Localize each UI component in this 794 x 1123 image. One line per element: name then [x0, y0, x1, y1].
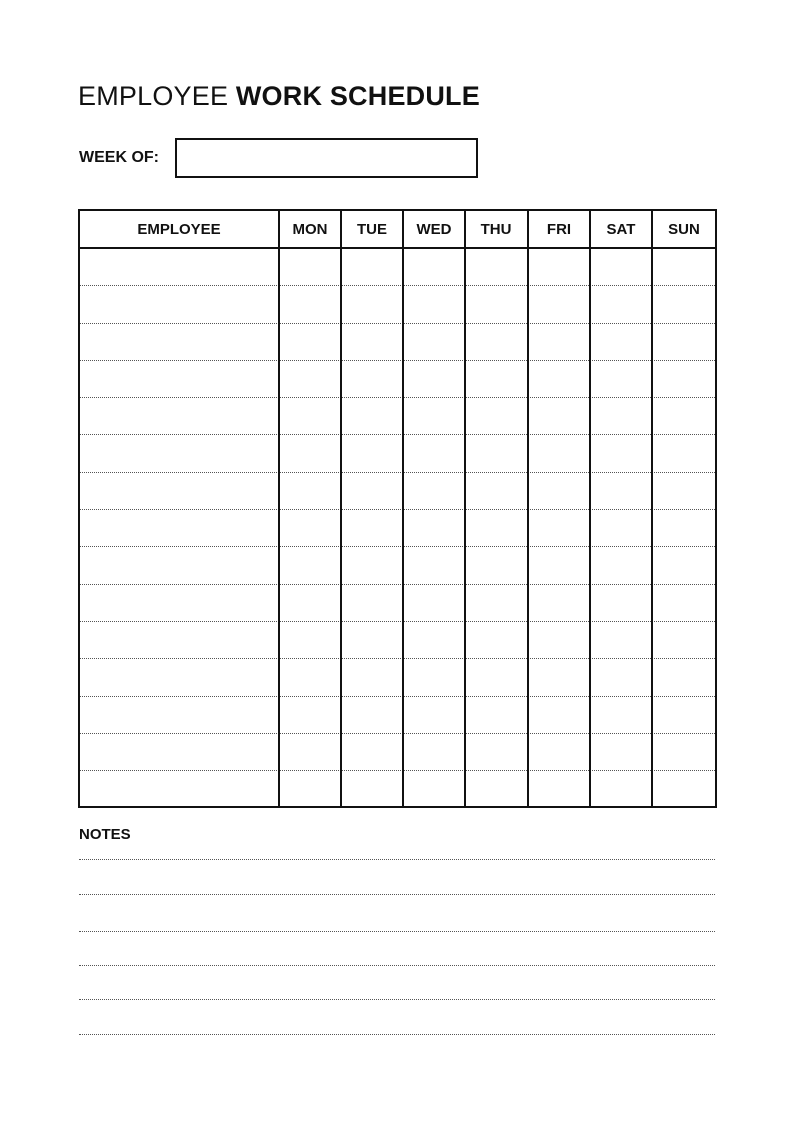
sat-cell[interactable]: [591, 249, 651, 285]
header-mon: MON: [292, 220, 328, 238]
mon-cell[interactable]: [280, 510, 340, 546]
header-thu: THU: [480, 220, 512, 238]
sat-cell[interactable]: [591, 286, 651, 322]
sun-cell[interactable]: [653, 436, 715, 472]
header-sun: SUN: [668, 220, 700, 238]
fri-cell[interactable]: [529, 473, 589, 509]
fri-cell[interactable]: [529, 771, 589, 808]
sat-cell[interactable]: [591, 622, 651, 658]
notes-line[interactable]: [79, 859, 715, 860]
sat-cell[interactable]: [591, 771, 651, 808]
sun-cell[interactable]: [653, 771, 715, 808]
tue-cell[interactable]: [342, 249, 402, 285]
header-wed: WED: [416, 220, 452, 238]
employee-cell[interactable]: [80, 510, 278, 546]
sun-cell[interactable]: [653, 361, 715, 397]
mon-cell[interactable]: [280, 547, 340, 583]
thu-cell[interactable]: [466, 398, 527, 434]
sat-cell[interactable]: [591, 510, 651, 546]
wed-cell[interactable]: [404, 473, 464, 509]
table-row: [80, 286, 715, 323]
thu-cell[interactable]: [466, 473, 527, 509]
wed-cell[interactable]: [404, 249, 464, 285]
sat-cell[interactable]: [591, 734, 651, 770]
tue-cell[interactable]: [342, 324, 402, 360]
sun-cell[interactable]: [653, 734, 715, 770]
table-row: [80, 324, 715, 361]
sun-cell[interactable]: [653, 547, 715, 583]
employee-cell[interactable]: [80, 697, 278, 733]
sat-cell[interactable]: [591, 398, 651, 434]
notes-line[interactable]: [79, 999, 715, 1000]
column-divider: [464, 211, 466, 806]
thu-cell[interactable]: [466, 697, 527, 733]
employee-cell[interactable]: [80, 771, 278, 808]
employee-cell[interactable]: [80, 734, 278, 770]
mon-cell[interactable]: [280, 585, 340, 621]
tue-cell[interactable]: [342, 473, 402, 509]
sat-cell[interactable]: [591, 547, 651, 583]
mon-cell[interactable]: [280, 398, 340, 434]
sun-cell[interactable]: [653, 249, 715, 285]
table-row: [80, 547, 715, 584]
header-fri: FRI: [546, 220, 572, 238]
column-divider: [340, 211, 342, 806]
wed-cell[interactable]: [404, 771, 464, 808]
sat-cell[interactable]: [591, 697, 651, 733]
column-divider: [651, 211, 653, 806]
sun-cell[interactable]: [653, 585, 715, 621]
table-row: [80, 473, 715, 510]
fri-cell[interactable]: [529, 249, 589, 285]
notes-line[interactable]: [79, 965, 715, 966]
mon-cell[interactable]: [280, 436, 340, 472]
table-row: [80, 734, 715, 771]
mon-cell[interactable]: [280, 361, 340, 397]
sat-cell[interactable]: [591, 361, 651, 397]
tue-cell[interactable]: [342, 436, 402, 472]
column-divider: [402, 211, 404, 806]
employee-cell[interactable]: [80, 361, 278, 397]
tue-cell[interactable]: [342, 585, 402, 621]
wed-cell[interactable]: [404, 622, 464, 658]
week-of-field[interactable]: [175, 138, 478, 178]
notes-line[interactable]: [79, 931, 715, 932]
sun-cell[interactable]: [653, 398, 715, 434]
mon-cell[interactable]: [280, 473, 340, 509]
table-row: [80, 398, 715, 435]
notes-line[interactable]: [79, 894, 715, 895]
sat-cell[interactable]: [591, 324, 651, 360]
mon-cell[interactable]: [280, 697, 340, 733]
employee-cell[interactable]: [80, 249, 278, 285]
thu-cell[interactable]: [466, 286, 527, 322]
sun-cell[interactable]: [653, 622, 715, 658]
tue-cell[interactable]: [342, 697, 402, 733]
wed-cell[interactable]: [404, 510, 464, 546]
thu-cell[interactable]: [466, 510, 527, 546]
table-row: [80, 361, 715, 398]
wed-cell[interactable]: [404, 734, 464, 770]
sat-cell[interactable]: [591, 585, 651, 621]
table-row: [80, 436, 715, 473]
thu-cell[interactable]: [466, 734, 527, 770]
tue-cell[interactable]: [342, 361, 402, 397]
fri-cell[interactable]: [529, 697, 589, 733]
sat-cell[interactable]: [591, 473, 651, 509]
tue-cell[interactable]: [342, 734, 402, 770]
sun-cell[interactable]: [653, 659, 715, 695]
thu-cell[interactable]: [466, 622, 527, 658]
fri-cell[interactable]: [529, 659, 589, 695]
table-row: [80, 771, 715, 808]
employee-cell[interactable]: [80, 585, 278, 621]
fri-cell[interactable]: [529, 436, 589, 472]
thu-cell[interactable]: [466, 324, 527, 360]
wed-cell[interactable]: [404, 286, 464, 322]
table-row: [80, 249, 715, 286]
fri-cell[interactable]: [529, 286, 589, 322]
wed-cell[interactable]: [404, 324, 464, 360]
page-title: [78, 80, 480, 112]
header-employee: EMPLOYEE: [137, 220, 221, 238]
tue-cell[interactable]: [342, 547, 402, 583]
tue-cell[interactable]: [342, 659, 402, 695]
week-of-label: WEEK OF:: [79, 149, 159, 166]
column-divider: [278, 211, 280, 806]
employee-cell[interactable]: [80, 436, 278, 472]
thu-cell[interactable]: [466, 659, 527, 695]
table-row: [80, 510, 715, 547]
table-body: [80, 249, 715, 806]
column-divider: [527, 211, 529, 806]
table-row: [80, 585, 715, 622]
thu-cell[interactable]: [466, 547, 527, 583]
fri-cell[interactable]: [529, 324, 589, 360]
table-row: [80, 697, 715, 734]
mon-cell[interactable]: [280, 622, 340, 658]
table-row: [80, 622, 715, 659]
sun-cell[interactable]: [653, 324, 715, 360]
tue-cell[interactable]: [342, 622, 402, 658]
wed-cell[interactable]: [404, 659, 464, 695]
notes-line[interactable]: [79, 1034, 715, 1035]
mon-cell[interactable]: [280, 249, 340, 285]
sun-cell[interactable]: [653, 473, 715, 509]
fri-cell[interactable]: [529, 398, 589, 434]
header-tue: TUE: [357, 220, 387, 238]
schedule-table: [78, 209, 717, 808]
fri-cell[interactable]: [529, 361, 589, 397]
fri-cell[interactable]: [529, 547, 589, 583]
sun-cell[interactable]: [653, 697, 715, 733]
tue-cell[interactable]: [342, 771, 402, 808]
mon-cell[interactable]: [280, 771, 340, 808]
thu-cell[interactable]: [466, 361, 527, 397]
fri-cell[interactable]: [529, 510, 589, 546]
tue-cell[interactable]: [342, 510, 402, 546]
sat-cell[interactable]: [591, 659, 651, 695]
thu-cell[interactable]: [466, 436, 527, 472]
fri-cell[interactable]: [529, 622, 589, 658]
thu-cell[interactable]: [466, 771, 527, 808]
mon-cell[interactable]: [280, 286, 340, 322]
thu-cell[interactable]: [466, 585, 527, 621]
sun-cell[interactable]: [653, 286, 715, 322]
employee-cell[interactable]: [80, 547, 278, 583]
thu-cell[interactable]: [466, 249, 527, 285]
title-bold: WORK SCHEDULE: [235, 81, 480, 111]
mon-cell[interactable]: [280, 324, 340, 360]
sun-cell[interactable]: [653, 510, 715, 546]
title-light: EMPLOYEE: [78, 81, 229, 111]
tue-cell[interactable]: [342, 398, 402, 434]
mon-cell[interactable]: [280, 734, 340, 770]
employee-cell[interactable]: [80, 473, 278, 509]
wed-cell[interactable]: [404, 697, 464, 733]
wed-cell[interactable]: [404, 585, 464, 621]
fri-cell[interactable]: [529, 585, 589, 621]
wed-cell[interactable]: [404, 436, 464, 472]
wed-cell[interactable]: [404, 361, 464, 397]
employee-cell[interactable]: [80, 622, 278, 658]
header-sat: SAT: [606, 220, 636, 238]
table-row: [80, 659, 715, 696]
column-divider: [589, 211, 591, 806]
employee-cell[interactable]: [80, 286, 278, 322]
mon-cell[interactable]: [280, 659, 340, 695]
sat-cell[interactable]: [591, 436, 651, 472]
wed-cell[interactable]: [404, 398, 464, 434]
wed-cell[interactable]: [404, 547, 464, 583]
notes-label: NOTES: [79, 826, 131, 843]
employee-cell[interactable]: [80, 398, 278, 434]
employee-cell[interactable]: [80, 659, 278, 695]
table-header-row: [80, 211, 715, 249]
employee-cell[interactable]: [80, 324, 278, 360]
tue-cell[interactable]: [342, 286, 402, 322]
fri-cell[interactable]: [529, 734, 589, 770]
